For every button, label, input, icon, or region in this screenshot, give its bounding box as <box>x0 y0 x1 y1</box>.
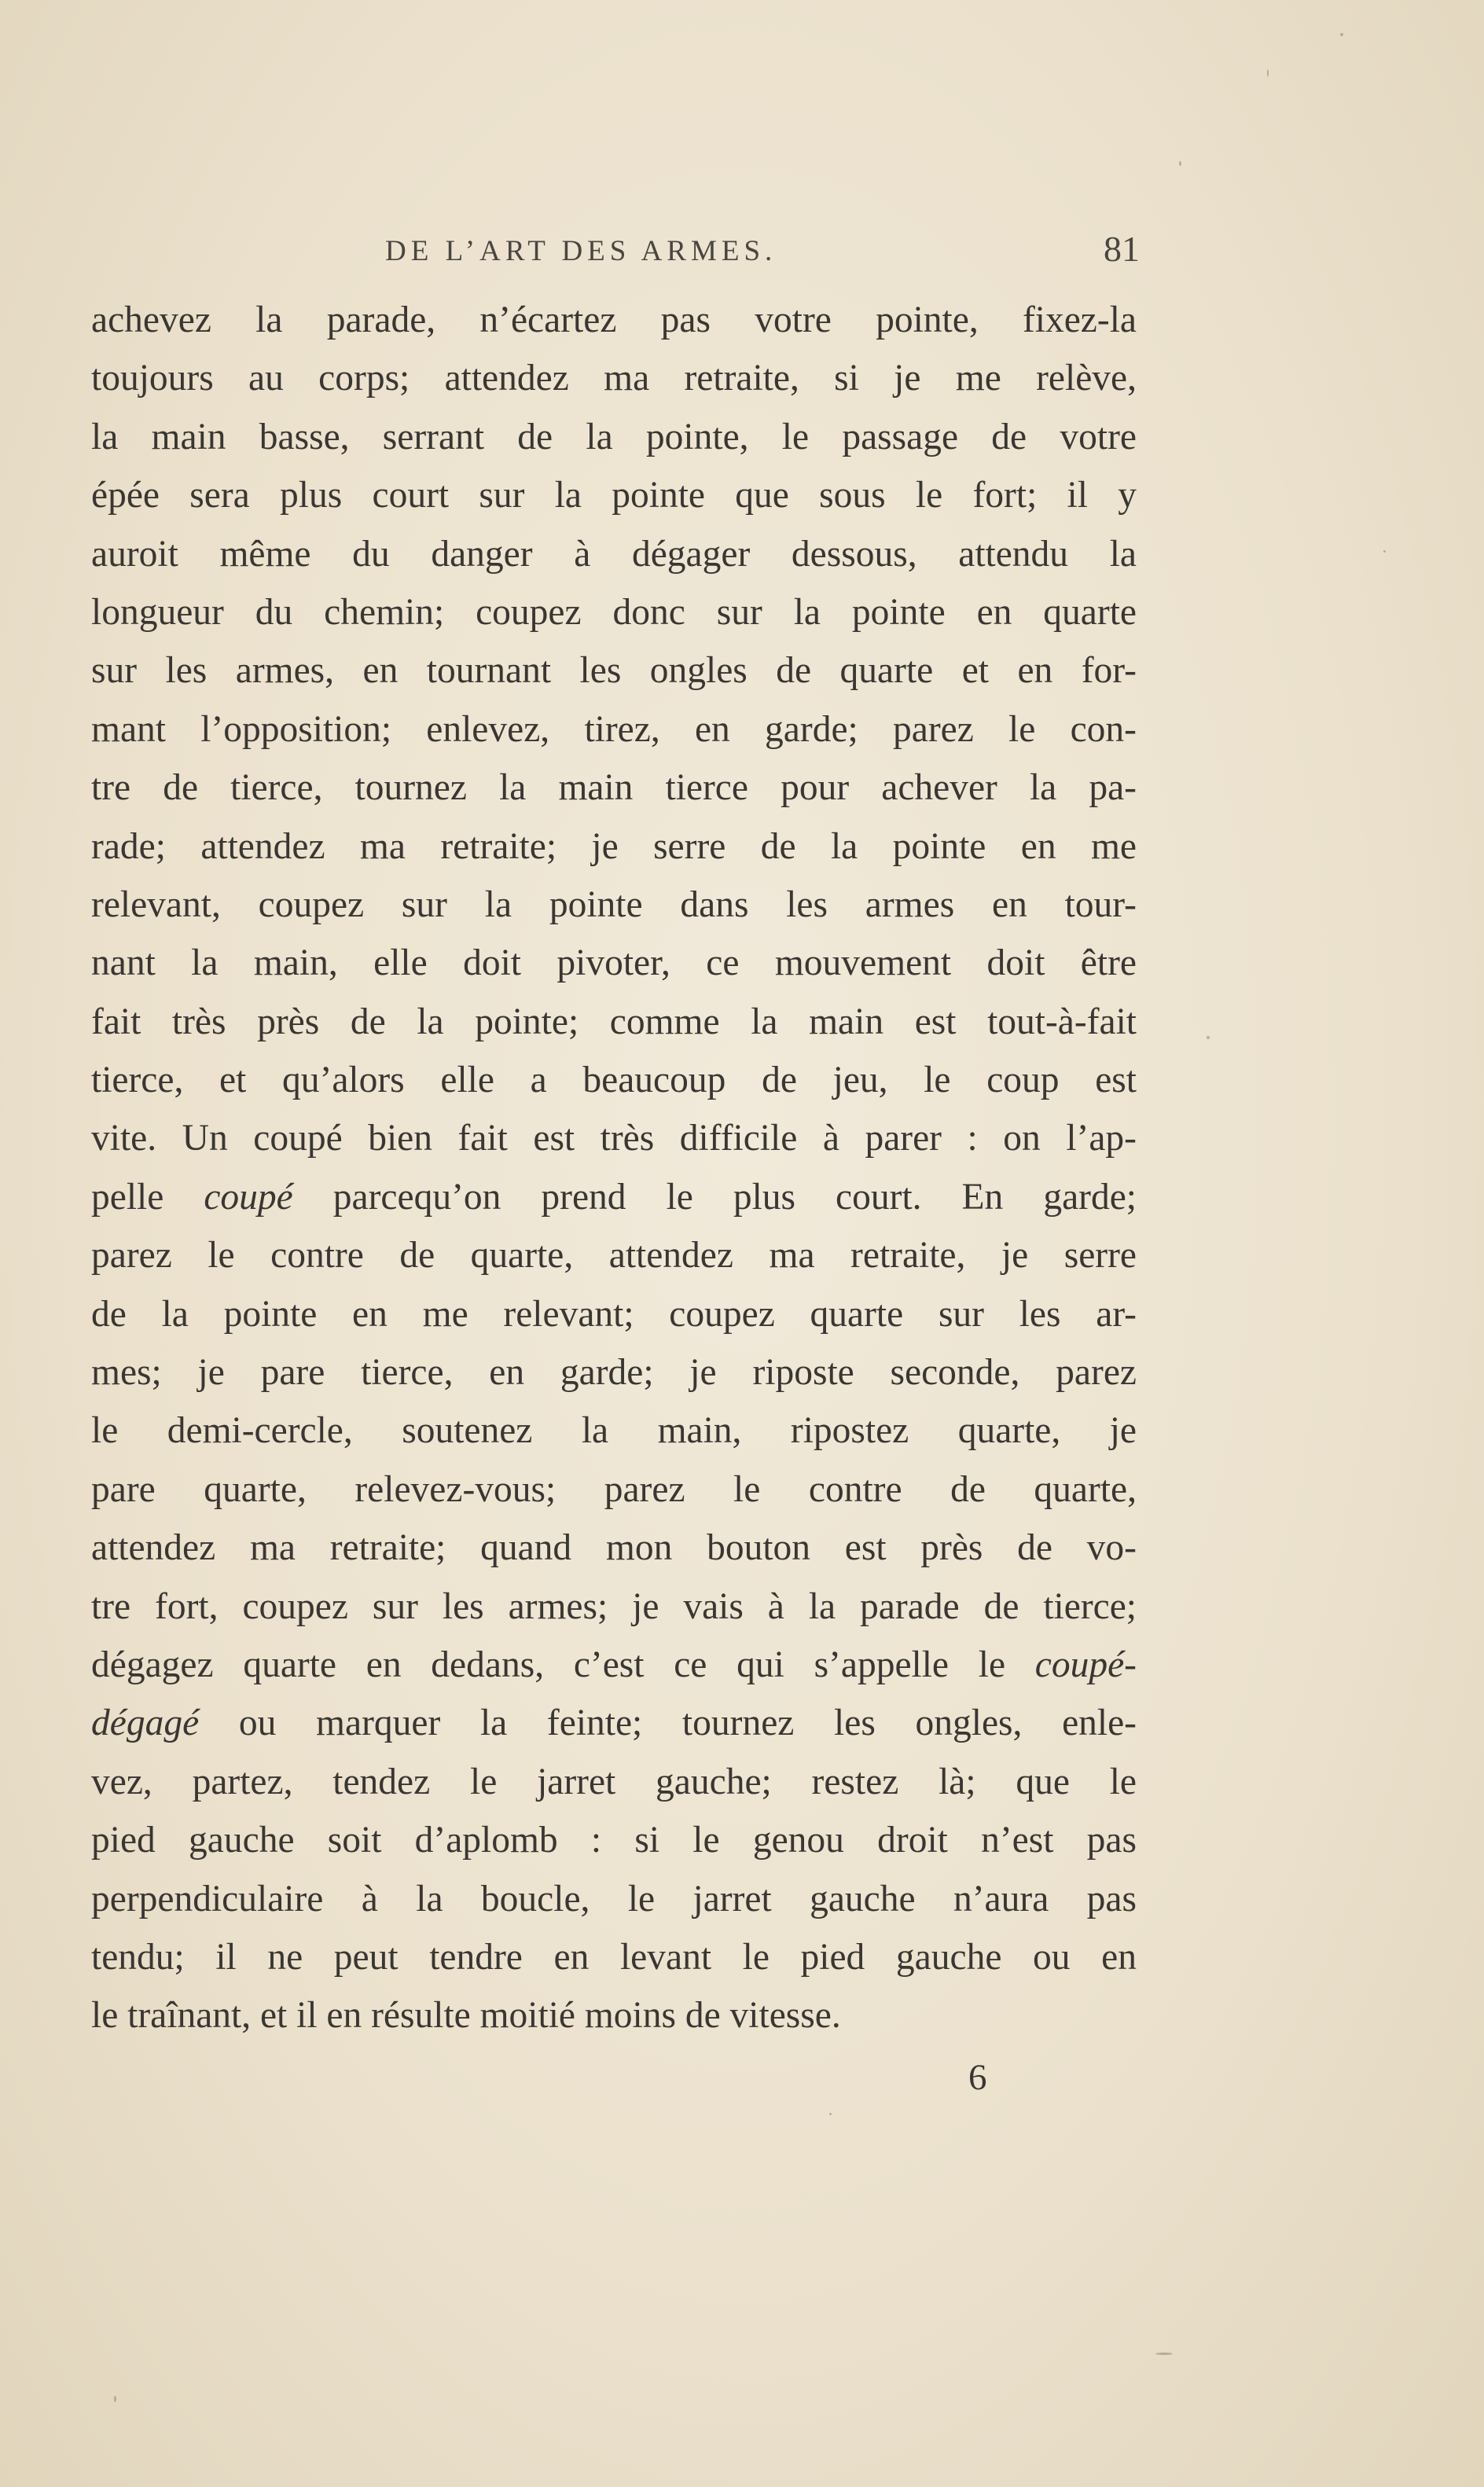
text-line: mes; je pare tierce, en garde; je riposte seconde, parez <box>91 1352 1137 1394</box>
text-line: nant la main, elle doit pivoter, ce mouvement doit être <box>91 942 1137 984</box>
text-line: dégagé ou marquer la feinte; tournez les ongles, enle- <box>91 1703 1137 1744</box>
text-line: dégagez quarte en dedans, c’est ce qui s’appelle le coupé- <box>91 1644 1137 1685</box>
text-line: toujours au corps; attendez ma retraite, si je me relève, <box>91 358 1137 399</box>
text-line: tre de tierce, tournez la main tierce pour achever la pa- <box>91 767 1137 809</box>
text-line: mant l’opposition; enlevez, tirez, en garde; parez le con- <box>91 708 1137 750</box>
text-line: vez, partez, tendez le jarret gauche; restez là; que le <box>91 1761 1137 1802</box>
page-number: 81 <box>1104 229 1140 269</box>
paper-speck <box>1155 2353 1173 2355</box>
text-line: perpendiculaire à la boucle, le jarret gauche n’aura pas <box>91 1878 1137 1919</box>
text-line: achevez la parade, n’écartez pas votre pointe, fixez-la <box>91 299 1137 340</box>
text-line: pied gauche soit d’aplomb : si le genou droit n’est pas <box>91 1820 1137 1861</box>
signature-mark: 6 <box>968 2057 987 2098</box>
text-line: pelle coupé parcequ’on prend le plus court. En garde; <box>91 1176 1137 1218</box>
text-line: pare quarte, relevez-vous; parez le contre de quarte, <box>91 1468 1137 1510</box>
text-line: rade; attendez ma retraite; je serre de la pointe en me <box>91 825 1137 867</box>
text-line: parez le contre de quarte, attendez ma retraite, je serre <box>91 1235 1137 1277</box>
body-text <box>91 291 1137 2045</box>
text-line: épée sera plus court sur la pointe que sous le fort; il y <box>91 475 1137 516</box>
text-line: tierce, et qu’alors elle a beaucoup de jeu, le coup est <box>91 1060 1137 1101</box>
page-header <box>385 228 1140 275</box>
paper-speck <box>1207 1036 1210 1039</box>
text-line-last: le traînant, et il en résulte moitié moins de vitesse. <box>91 1995 841 2037</box>
text-line: de la pointe en me relevant; coupez quarte sur les ar- <box>91 1293 1137 1335</box>
text-line: tre fort, coupez sur les armes; je vais à la parade de tierce; <box>91 1585 1137 1627</box>
paper-speck <box>114 2396 116 2402</box>
text-line: fait très près de la pointe; comme la main est tout-à-fait <box>91 1001 1137 1042</box>
paper-speck <box>829 2113 832 2115</box>
text-line: longueur du chemin; coupez donc sur la pointe en quarte <box>91 591 1137 633</box>
text-line: attendez ma retraite; quand mon bouton est près de vo- <box>91 1527 1137 1569</box>
text-line: auroit même du danger à dégager dessous, attendu la <box>91 533 1137 575</box>
text-line: sur les armes, en tournant les ongles de quarte et en for- <box>91 650 1137 692</box>
text-line: relevant, coupez sur la pointe dans les armes en tour- <box>91 883 1137 925</box>
text-line: la main basse, serrant de la pointe, le passage de votre <box>91 416 1137 457</box>
text-line: vite. Un coupé bien fait est très difficile à parer : on l’ap- <box>91 1118 1137 1159</box>
running-title: DE L’ART DES ARMES. <box>385 235 777 267</box>
text-line: tendu; il ne peut tendre en levant le pied gauche ou en <box>91 1936 1137 1978</box>
text-line: le demi-cercle, soutenez la main, ripostez quarte, je <box>91 1410 1137 1452</box>
paper-speck <box>1267 69 1269 77</box>
paper-speck <box>1383 550 1386 553</box>
paper-speck <box>1179 161 1181 166</box>
paper-speck <box>1340 33 1343 36</box>
